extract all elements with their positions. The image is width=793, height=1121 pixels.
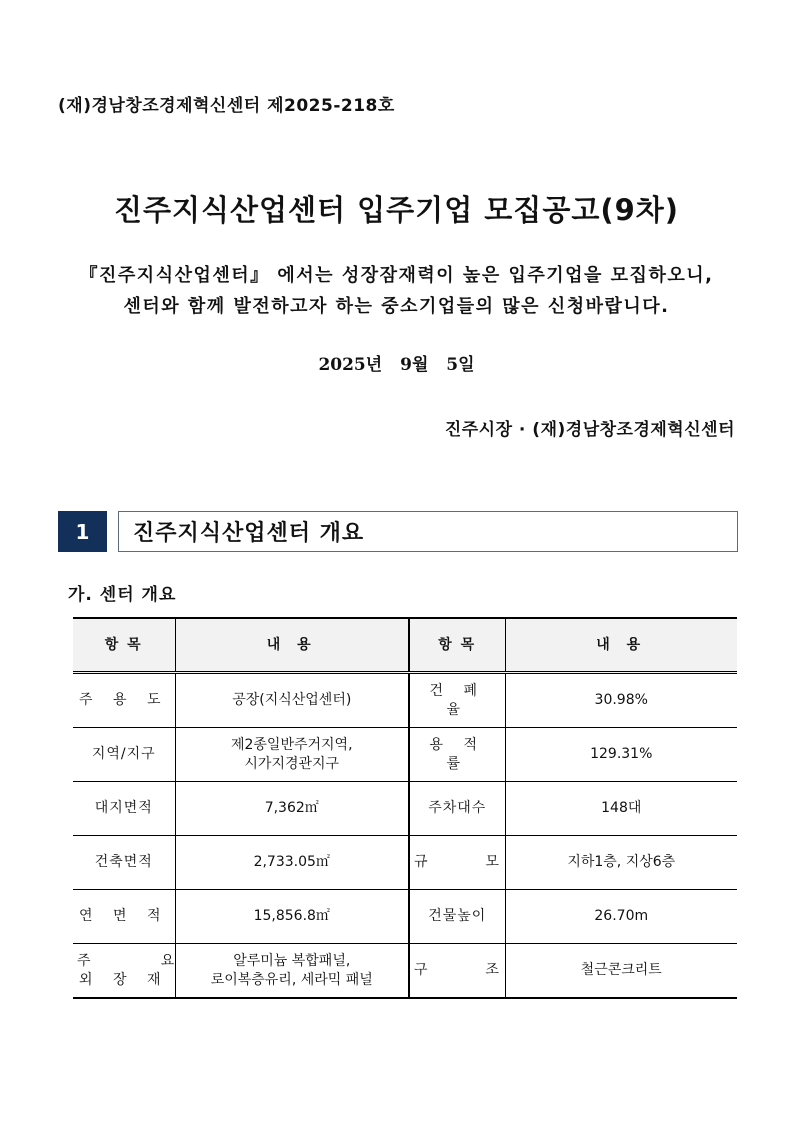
page-title: 진주지식산업센터 입주기업 모집공고(9차) [113,193,680,227]
section-title: 진주지식산업센터 개요 [133,521,365,546]
row-label: 건물높이 [409,890,505,944]
row-value [175,944,409,999]
row-value: 30.98% [505,673,737,728]
row-label: 규 모 [409,836,505,890]
row-label: 주차대수 [409,782,505,836]
row-label: 용 적 률 [409,728,505,782]
row-label [73,944,183,999]
header-content-2: 내 용 [505,618,737,673]
intro-line-1: 『진주지식산업센터』 에서는 성장잠재력이 높은 입주기업을 모집하오니, [79,265,714,286]
date-day: 5일 [446,355,475,375]
row-value-line: 시가지경관지구 [244,755,340,772]
row-label: 건 폐 율 [409,673,505,728]
document-number: (재)경남창조경제혁신센터 제2025-218호 [58,96,395,116]
row-value-line: 제2종일반주거지역, [230,736,353,753]
announcement-date [0,350,793,375]
row-label: 주 용 도 [73,673,175,728]
section-header [118,511,738,552]
row-value-line: 로이복층유리, 세라믹 패널 [210,971,373,988]
row-value: 7,362㎡ [175,782,409,836]
row-value: 15,856.8㎡ [175,890,409,944]
row-value: 철근콘크리트 [505,944,737,999]
date-year: 2025년 [318,355,383,375]
header-content-1: 내 용 [175,618,409,673]
row-label: 대지면적 [73,782,175,836]
date-month: 9월 [400,355,429,375]
section-number-badge: 1 [58,511,107,552]
row-value-line: 알루미늄 복합패널, [233,952,351,969]
center-overview-table [73,617,737,999]
row-value: 26.70m [505,890,737,944]
table-row [73,728,737,782]
row-label: 건축면적 [73,836,175,890]
row-value: 지하1층, 지상6층 [505,836,737,890]
row-value: 148대 [505,782,737,836]
row-value: 129.31% [505,728,737,782]
row-label-line: 주 요 [77,952,183,969]
table-row [73,836,737,890]
row-label: 연 면 적 [73,890,175,944]
table-row [73,890,737,944]
row-label-line: 외 장 재 [79,971,169,988]
issuer: 진주시장 · (재)경남창조경제혁신센터 [444,420,735,440]
row-label: 구 조 [409,944,505,999]
table-row [73,782,737,836]
row-value [175,728,409,782]
table-row [73,944,737,999]
row-label: 지역/지구 [73,728,175,782]
header-item-2: 항 목 [409,618,505,673]
intro-line-2: 센터와 함께 발전하고자 하는 중소기업들의 많은 신청바랍니다. [123,296,670,317]
row-value: 2,733.05㎡ [175,836,409,890]
row-value: 공장(지식산업센터) [175,673,409,728]
table-header-row [73,618,737,673]
table-row [73,673,737,728]
subsection-heading: 가. 센터 개요 [68,585,177,605]
header-item-1: 항 목 [73,618,175,673]
